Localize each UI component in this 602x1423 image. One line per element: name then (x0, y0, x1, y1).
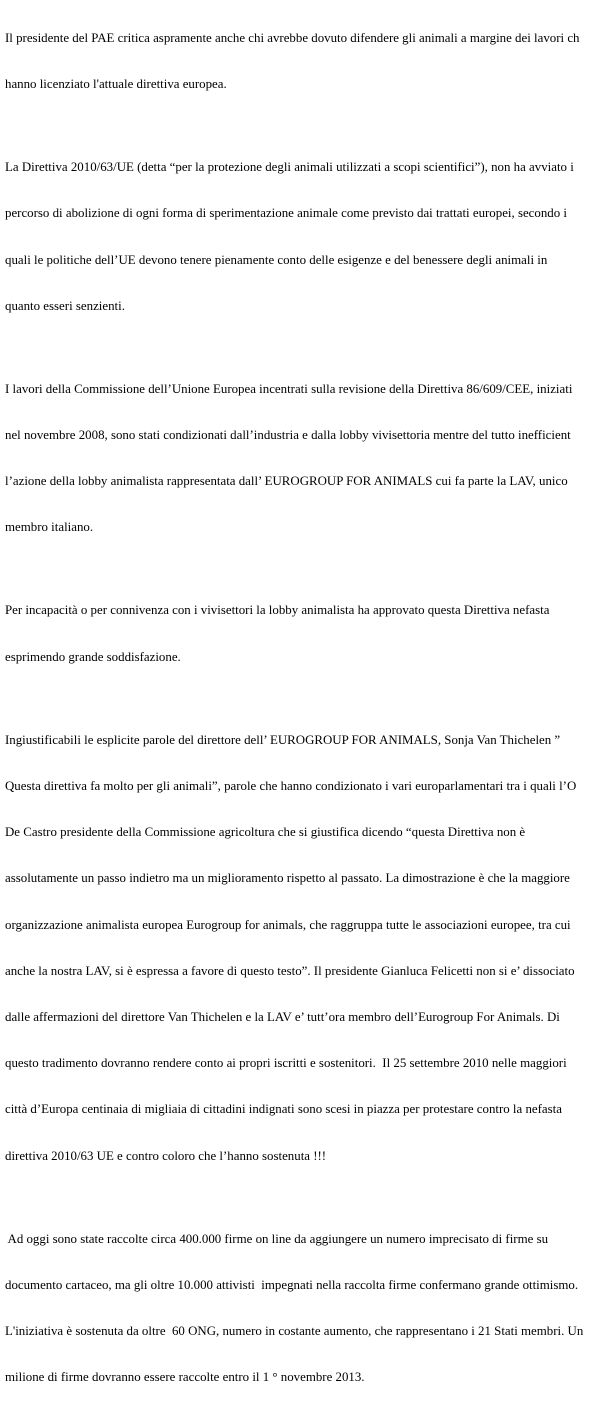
paragraph-1 (5, 0, 602, 123)
text-line: milione di firme dovranno essere raccolte entro il 1 ° novembre 2013. (5, 1370, 365, 1385)
paragraph-5 (5, 702, 602, 1195)
text-line: percorso di abolizione di ogni forma di sperimentazione animale come previsto dai trattati europei, secondo i (5, 206, 567, 221)
document-body (5, 0, 602, 1423)
text-line: I lavori della Commissione dell’Unione Europea incentrati sulla revisione della Direttiva 86/609/CEE, iniziati (5, 381, 573, 396)
text-line: Questa direttiva fa molto per gli animali”, parole che hanno condizionato i vari europarlamentari tra i quali l’O (5, 778, 577, 793)
text-line: L'iniziativa è sostenuta da oltre 60 ONG, numero in costante aumento, che rappresentano i 21 Stati membri. Un (5, 1324, 584, 1339)
text-line: anche la nostra LAV, si è espressa a favore di questo testo”. Il presidente Gianluca Felicetti non si e’ dissociato (5, 963, 575, 978)
text-line: città d’Europa centinaia di migliaia di cittadini indignati sono scesi in piazza per protestare contro la nefasta (5, 1102, 562, 1117)
text-line: assolutamente un passo indietro ma un miglioramento rispetto al passato. La dimostrazione è che la maggiore (5, 871, 570, 886)
text-line: quali le politiche dell’UE devono tenere pienamente conto delle esigenze e del benessere degli animali in (5, 252, 548, 267)
text-line: Per incapacità o per connivenza con i vivisettori la lobby animalista ha approvato questa Direttiva nefasta (5, 603, 550, 618)
paragraph-6 (5, 1201, 602, 1417)
text-line: organizzazione animalista europea Eurogroup for animals, che raggruppa tutte le associazioni europee, tra cui (5, 917, 571, 932)
text-line: dalle affermazioni del direttore Van Thichelen e la LAV e’ tutt’ora membro dell’Eurogroup For Animals. Di (5, 1010, 560, 1024)
text-line: questo tradimento dovranno rendere conto ai propri iscritti e sostenitori. Il 25 settembre 2010 nelle maggiori (5, 1056, 567, 1071)
text-line: nel novembre 2008, sono stati condizionati dall’industria e dalla lobby vivisettoria mentre del tutto inefficient (5, 427, 571, 442)
text-line: esprimendo grande soddisfazione. (5, 649, 181, 664)
text-line: hanno licenziato l'attuale direttiva europea. (5, 77, 227, 92)
text-line: Ad oggi sono state raccolte circa 400.000 firme on line da aggiungere un numero imprecisato di firme su (5, 1231, 549, 1246)
text-line: La Direttiva 2010/63/UE (detta “per la protezione degli animali utilizzati a scopi scientifici”), non ha avviato i (5, 160, 574, 175)
text-line: De Castro presidente della Commissione agricoltura che si giustifica dicendo “questa Direttiva non è (5, 825, 526, 840)
text-line: direttiva 2010/63 UE e contro coloro che l’hanno sostenuta !!! (5, 1148, 327, 1163)
text-line: membro italiano. (5, 520, 94, 535)
paragraph-4 (5, 573, 602, 696)
paragraph-3 (5, 351, 602, 567)
text-line: Il presidente del PAE critica aspramente anche chi avrebbe dovuto difendere gli animali a margine dei lavori ch (5, 30, 580, 45)
text-line: l’azione della lobby animalista rappresentata dall’ EUROGROUP FOR ANIMALS cui fa parte la LAV, unico (5, 474, 568, 489)
text-line: documento cartaceo, ma gli oltre 10.000 attivisti impegnati nella raccolta firme confermano grande ottimismo. (5, 1277, 579, 1292)
text-line: Ingiustificabili le esplicite parole del direttore dell’ EUROGROUP FOR ANIMALS, Sonja Van Thichelen ” (5, 732, 561, 747)
paragraph-2 (5, 129, 602, 345)
text-line: quanto esseri senzienti. (5, 298, 125, 313)
